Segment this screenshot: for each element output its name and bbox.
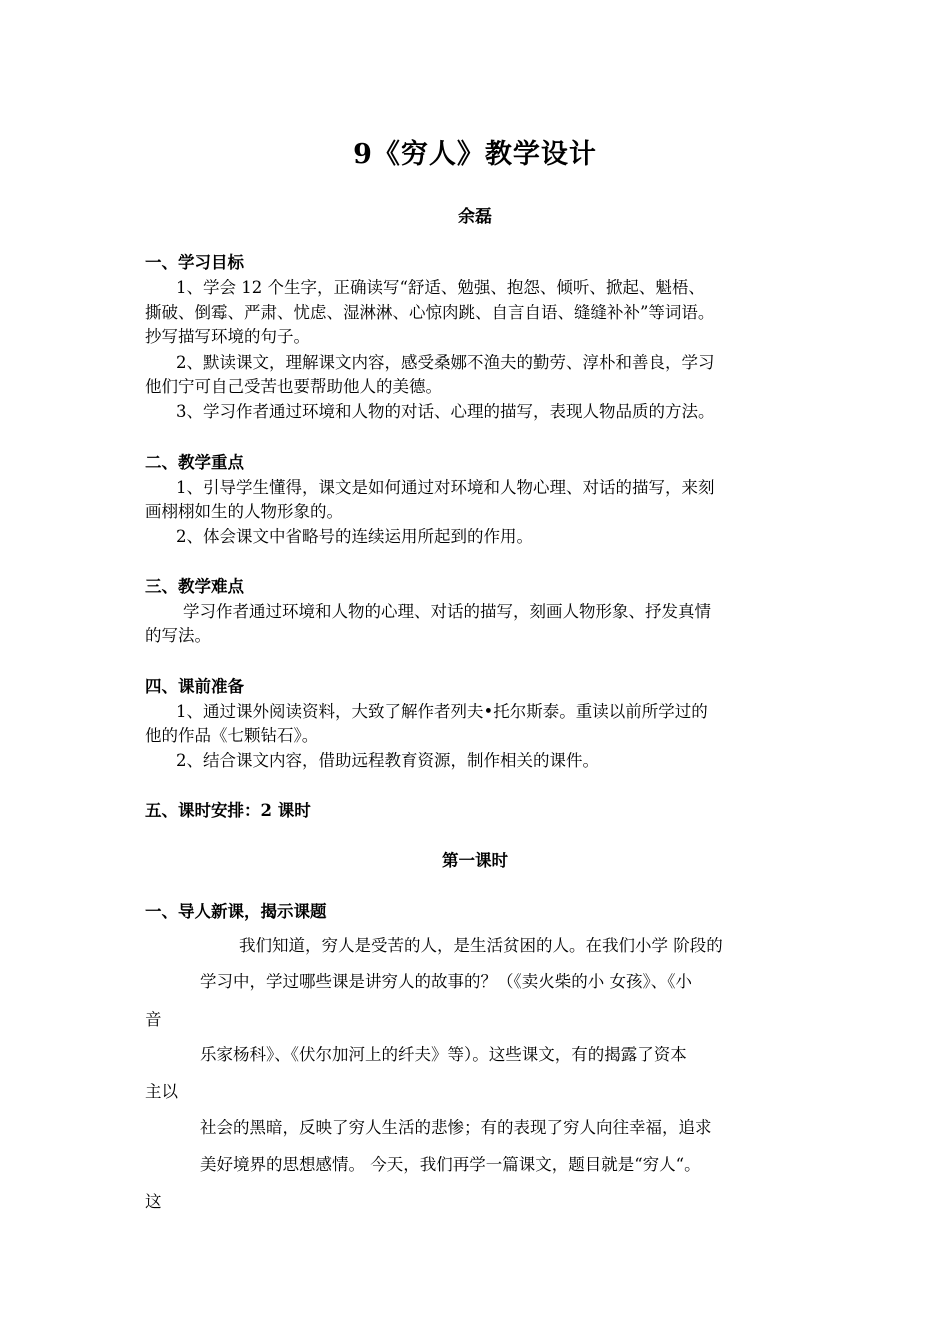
paragraph-line: 学习作者通过环境和人物的心理、对话的描写，刻画人物形象、抒发真情 — [183, 602, 711, 621]
paragraph-line: 社会的黑暗，反映了穷人生活的悲惨；有的表现了穷人向往幸福，追求 — [200, 1118, 712, 1137]
paragraph-line: 这 — [145, 1192, 162, 1211]
lesson-subheading: 一、导人新课，揭示课题 — [145, 902, 327, 921]
document-title: 9《穷人》教学设计 — [353, 139, 597, 170]
paragraph-line: 学习中，学过哪些课是讲穷人的故事的？（《卖火柴的小 女孩》、《小 — [200, 972, 692, 991]
paragraph-line: 抄写描写环境的句子。 — [145, 327, 310, 346]
section-heading-preparation: 四、课前准备 — [145, 677, 244, 696]
section-heading-schedule: 五、课时安排：2 课时 — [145, 801, 311, 820]
paragraph-line: 1、通过课外阅读资料，大致了解作者列夫•托尔斯泰。重读以前所学过的 — [176, 702, 708, 721]
section-heading-goals: 一、学习目标 — [145, 253, 244, 272]
paragraph-line: 2、体会课文中省略号的连续运用所起到的作用。 — [176, 527, 533, 546]
paragraph-line: 2、默读课文，理解课文内容，感受桑娜不渔夫的勤劳、淳朴和善良，学习 — [176, 353, 715, 372]
section-heading-difficulties: 三、教学难点 — [145, 577, 244, 596]
paragraph-line: 乐家杨科》、《伏尔加河上的纤夫》等）。这些课文，有的揭露了资本 — [200, 1045, 687, 1064]
paragraph-line: 1、引导学生懂得，课文是如何通过对环境和人物心理、对话的描写，来刻 — [176, 478, 715, 497]
paragraph-line: 我们知道，穷人是受苦的人，是生活贫困的人。在我们小学 阶段的 — [239, 936, 723, 955]
paragraph-line: 的写法。 — [145, 626, 211, 645]
section-heading-key-points: 二、教学重点 — [145, 453, 244, 472]
paragraph-line: 美好境界的思想感情。 今天，我们再学一篇课文，题目就是“穷人“。 — [200, 1155, 701, 1174]
paragraph-line: 撕破、倒霉、严肃、忧虑、湿淋淋、心惊肉跳、自言自语、缝缝补补”等词语。 — [145, 303, 715, 322]
paragraph-line: 他们宁可自己受苦也要帮助他人的美德。 — [145, 377, 442, 396]
paragraph-line: 音 — [145, 1010, 162, 1029]
paragraph-line: 主以 — [145, 1082, 178, 1101]
paragraph-line: 1、学会 12 个生字，正确读写“舒适、勉强、抱怨、倾听、掀起、魁梧、 — [176, 278, 705, 297]
paragraph-line: 画栩栩如生的人物形象的。 — [145, 502, 343, 521]
paragraph-line: 2、结合课文内容，借助远程教育资源，制作相关的课件。 — [176, 751, 599, 770]
author-name: 余磊 — [458, 207, 492, 227]
paragraph-line: 3、学习作者通过环境和人物的对话、心理的描写，表现人物品质的方法。 — [176, 402, 715, 421]
paragraph-line: 他的作品《七颗钻石》。 — [145, 726, 319, 745]
lesson-heading: 第一课时 — [442, 851, 508, 870]
